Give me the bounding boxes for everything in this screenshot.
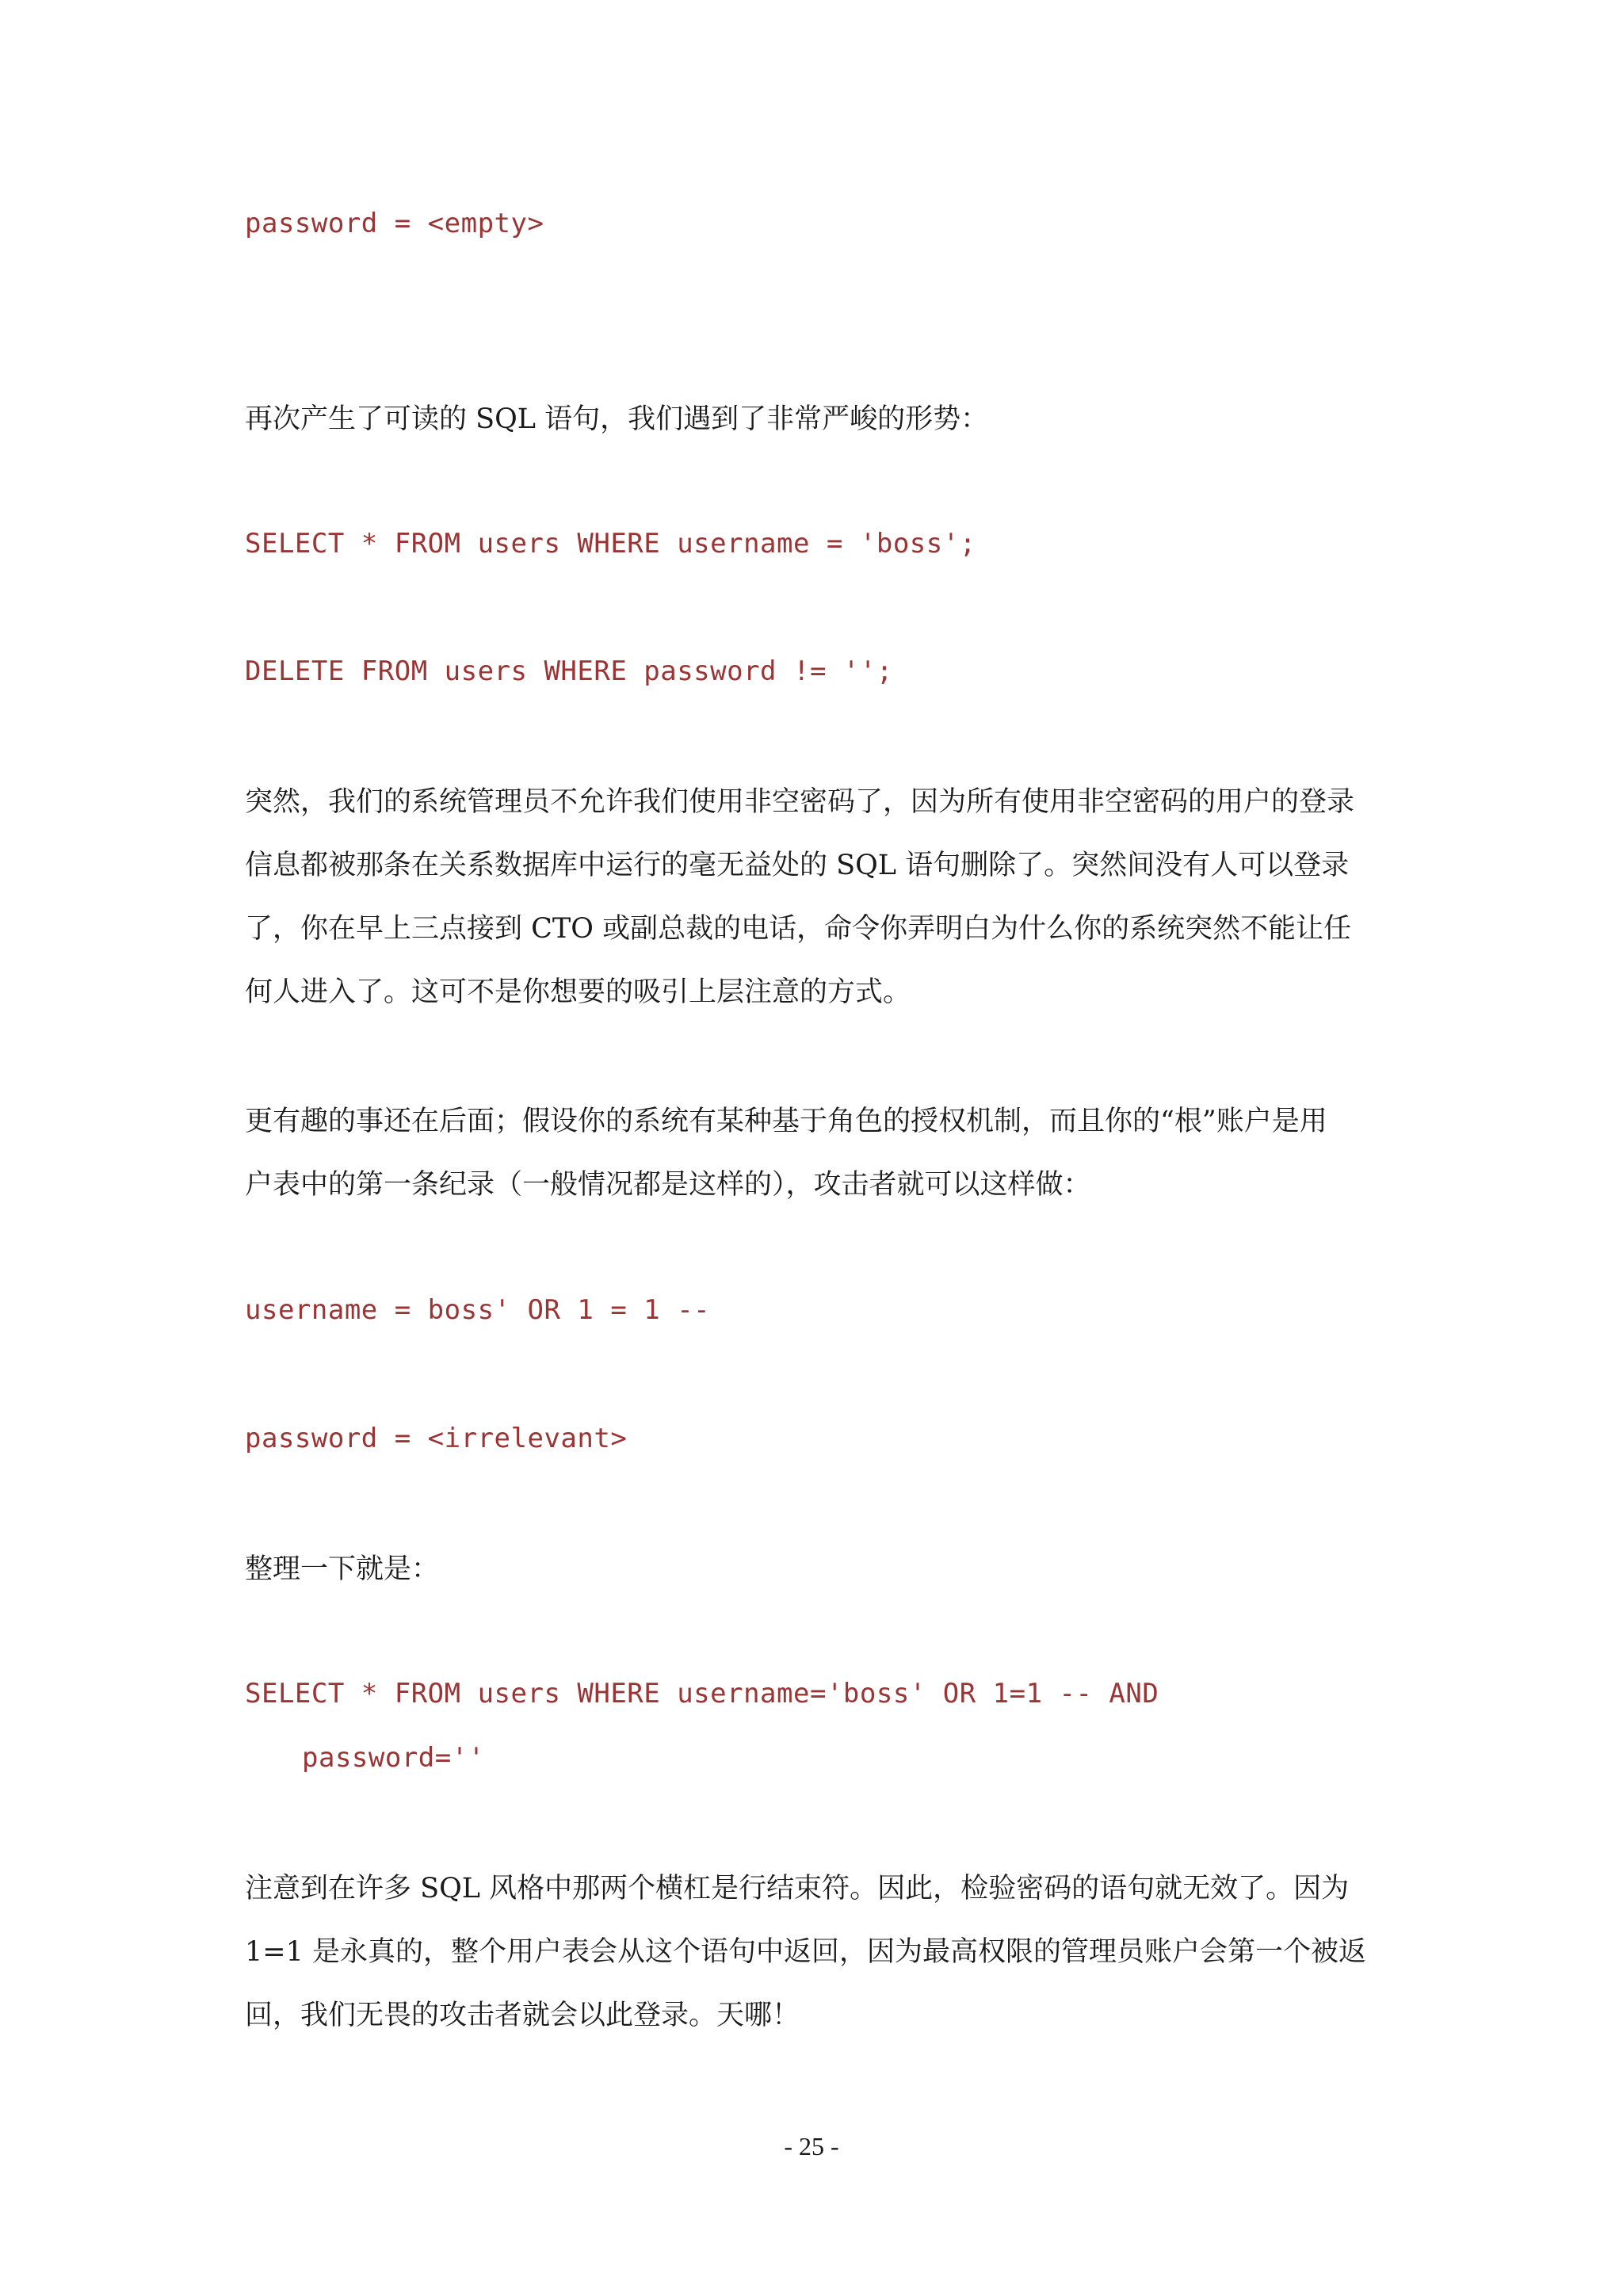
paragraph-admin-empty-password (245, 770, 1378, 1024)
code-line-username-injection: username = boss' OR 1 = 1 -- (245, 1294, 711, 1326)
paragraph-line: 注意到在许多 SQL 风格中那两个横杠是行结束符。因此，检验密码的语句就无效了。因为 (245, 1873, 1350, 1904)
paragraph-line: 整理一下就是： (245, 1553, 440, 1585)
code-line-delete-users: DELETE FROM users WHERE password != ''; (245, 655, 893, 687)
paragraph-root-account (245, 1090, 1378, 1217)
paragraph-summary-intro (245, 1538, 1378, 1601)
paragraph-line: 再次产生了可读的 SQL 语句，我们遇到了非常严峻的形势： (245, 403, 989, 435)
code-line-password-irrelevant: password = <irrelevant> (245, 1423, 628, 1454)
code-line-password-empty: password = <empty> (245, 208, 544, 239)
paragraph-line: 了，你在早上三点接到 CTO 或副总裁的电话，命令你弄明白为什么你的系统突然不能让任 (245, 913, 1352, 945)
paragraph-double-dash-explanation (245, 1857, 1378, 2047)
paragraph-line: 何人进入了。这可不是你想要的吸引上层注意的方式。 (245, 976, 911, 1008)
code-line-combined-query: SELECT * FROM users WHERE username='boss' OR 1=1 -- AND (245, 1678, 1159, 1710)
paragraph-line: 回，我们无畏的攻击者就会以此登录。天哪！ (245, 2000, 800, 2031)
paragraph-line: 1=1 是永真的，整个用户表会从这个语句中返回，因为最高权限的管理员账户会第一个被返 (245, 1936, 1366, 1968)
paragraph-line: 信息都被那条在关系数据库中运行的毫无益处的 SQL 语句删除了。突然间没有人可以登录 (245, 850, 1350, 881)
code-line-combined-query-continuation: password='' (302, 1742, 485, 1774)
paragraph-line: 更有趣的事还在后面；假设你的系统有某种基于角色的授权机制，而且你的“根”账户是用 (245, 1106, 1327, 1137)
paragraph-line: 突然，我们的系统管理员不允许我们使用非空密码了，因为所有使用非空密码的用户的登录 (245, 786, 1355, 818)
page-number: - 25 - (784, 2132, 839, 2160)
code-line-select-boss: SELECT * FROM users WHERE username = 'boss'; (245, 528, 976, 560)
paragraph-sql-situation (245, 388, 1378, 451)
paragraph-line: 户表中的第一条纪录（一般情况都是这样的），攻击者就可以这样做： (245, 1169, 1091, 1201)
